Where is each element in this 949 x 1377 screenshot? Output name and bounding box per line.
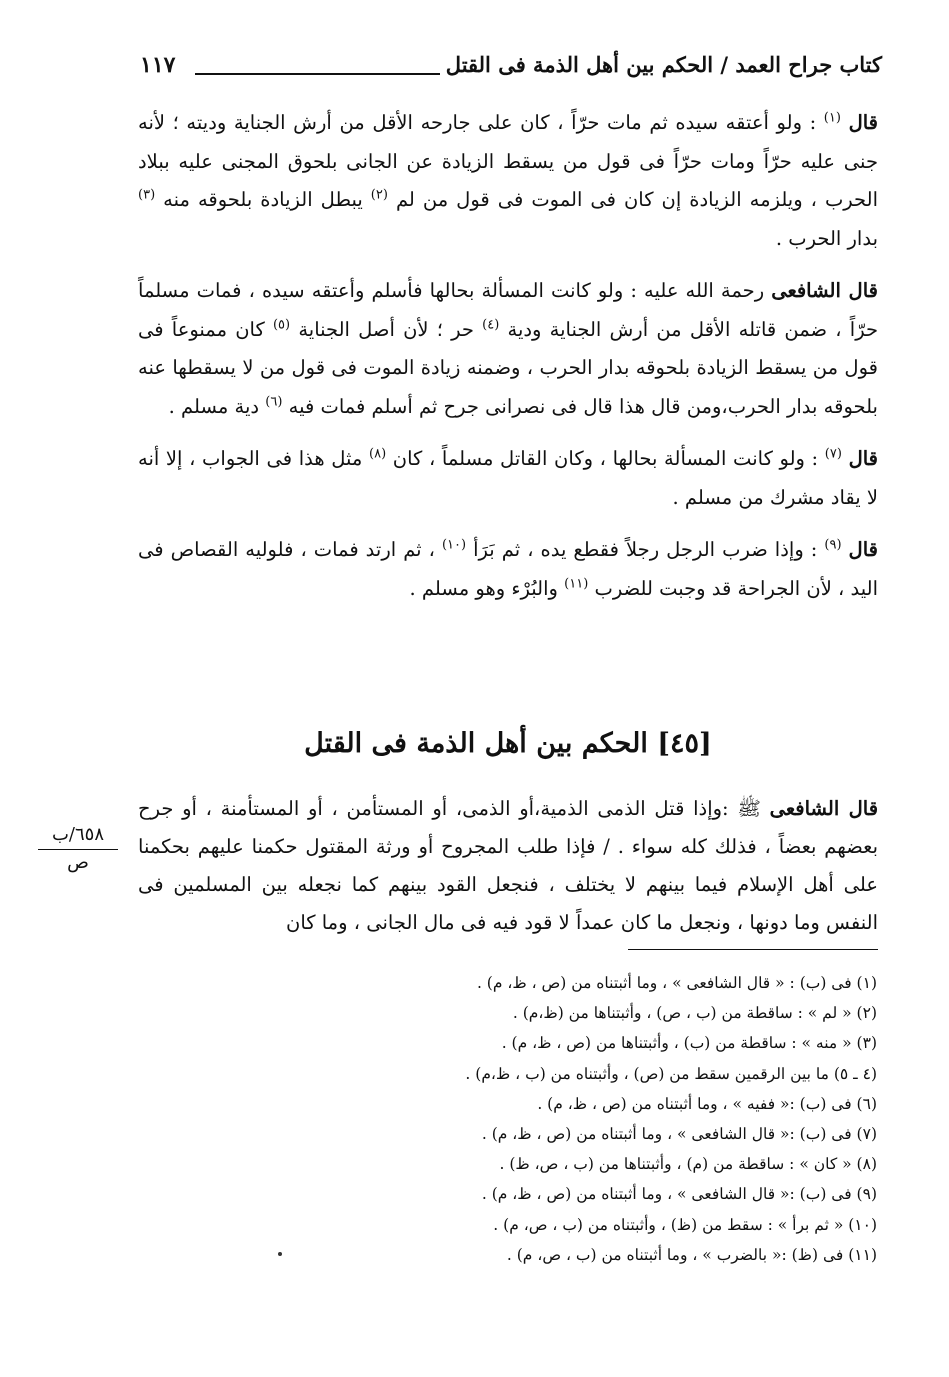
footnote-ref[interactable]: (٦) — [265, 394, 283, 409]
paragraph-text: رحمة الله عليه : ولو كانت المسألة بحالها فأسلم وأعتقه سيده ، فمات مسلماً حرّاً ، ضمن قاتله الأقل من أرش الجناية ودية — [138, 279, 879, 341]
footnote-ref[interactable]: (٨) — [369, 446, 387, 462]
header-title: كتاب جراح العمد / الحكم بين أهل الذمة فى القتل — [445, 52, 882, 77]
paragraph-lead: قال — [848, 111, 878, 134]
paragraph-lead: قال — [848, 447, 878, 470]
paragraph-text: : وإذا ضرب الرجل رجلاً فقطع يده ، ثم بَرَأ — [473, 538, 818, 561]
paragraph-text: والبُرْء وهو مسلم . — [409, 576, 558, 600]
paragraph-text: بدار الحرب . — [775, 226, 878, 250]
footnote-ref[interactable]: (٤) — [482, 317, 500, 332]
paragraph-4 — [138, 531, 878, 608]
footnote-item: (٨) « كان » : ساقطة من (م) ، وأثبتناها من (ب ، ص، ظ) . — [499, 1155, 877, 1174]
footnote-ref[interactable]: (٣) — [138, 187, 156, 203]
footnote-item: (١) فى (ب) : « قال الشافعى » ، وما أثبتناه من (ص ، ظ، م) . — [476, 974, 877, 992]
footnote-item: (٤ ـ ٥) ما بين الرقمين سقط من (ص) ، وأثبتناه من (ب ، ظ،م) . — [465, 1064, 877, 1083]
paragraph-text: يبطل الزيادة بلحوقه منه — [163, 188, 363, 211]
paragraph-text: كان ممنوعاً فى قول من يسقط الزيادة بلحوقه بدار الحرب ، وضمنه زيادة الموت فى قول من لا يسقطها عنه بلحوقه بدار الحرب،ومن قال هذا قال فى نصرانى جرح ثم أسلم فمات فيه — [138, 317, 878, 418]
section-paragraph — [138, 790, 878, 942]
footnote-ref[interactable]: (٩) — [824, 537, 842, 553]
paragraph-lead: قال الشافعى — [771, 279, 878, 302]
footnote-item: (٢) « لم » : ساقطة من (ب ، ص) ، وأثبتناها من (ظ،م) . — [512, 1004, 877, 1023]
footnote-item: (٦) فى (ب) :« ففيه » ، وما أثبتناه من (ص ، ظ، م) . — [537, 1094, 877, 1113]
ink-speck — [278, 1252, 282, 1256]
manuscript-sigla: ص — [67, 852, 89, 873]
section-body — [138, 790, 878, 942]
paragraph-lead: قال — [848, 538, 878, 561]
footnote-item: (٩) فى (ب) :« قال الشافعى » ، وما أثبتناه من (ص ، ظ، م) . — [481, 1185, 877, 1204]
paragraph-1 — [138, 104, 878, 258]
honorific-glyph: ﷺ — [737, 797, 761, 820]
paragraph-2 — [138, 272, 878, 426]
footnote-item: (١٠) « ثم برأ » : سقط من (ظ) ، وأثبتناه من (ب ، ص، م) . — [493, 1215, 877, 1234]
footnote-item: (١١) فى (ظ) :« بالضرب » ، وما أثبتناه من (ب ، ص، م) . — [506, 1245, 877, 1264]
header-rule — [195, 73, 440, 75]
footnote-ref[interactable]: (١١) — [564, 576, 589, 591]
footnote-ref[interactable]: (١٠) — [441, 537, 467, 553]
page-number: ١١٧ — [140, 52, 176, 78]
footnotes — [277, 968, 877, 1270]
folio-reference: ٦٥٨/ب — [38, 822, 118, 850]
paragraph-3 — [138, 440, 878, 517]
section-title: [٤٥] الحكم بين أهل الذمة فى القتل — [304, 728, 712, 759]
footnote-ref[interactable]: (٥) — [272, 317, 291, 332]
footnote-ref[interactable]: (٢) — [370, 187, 388, 203]
paragraph-text: مثل هذا فى الجواب ، إلا أنه لا يقاد مشرك من مسلم . — [138, 447, 878, 509]
footnote-rule — [628, 949, 878, 950]
footnote-ref[interactable]: (٧) — [824, 446, 842, 462]
footnote-item: (٣) « منه » : ساقطة من (ب) ، وأثبتناها من (ص ، ظ، م) . — [501, 1034, 877, 1053]
paragraph-text: : ولو أعتقه سيده ثم مات حرّاً ، كان على جارحه الأقل من أرش الجناية وديته ؛ لأنه جنى عليه حرّاً ومات حرّاً فى قول من يسقط الزيادة عن الجانى بلحوق المجنى عليه ببلاد الحرب ، ويلزمه الزيادة إن كان فى الموت فى قول من لم — [138, 111, 879, 211]
footnote-item: (٧) فى (ب) :« قال الشافعى » ، وما أثبتناه من (ص ، ظ، م) . — [481, 1125, 877, 1144]
paragraph-text: ، ثم ارتد فمات ، فلوليه القصاص فى اليد ، لأن الجراحة قد وجبت للضرب — [138, 538, 878, 600]
body-text — [138, 104, 878, 622]
footnote-ref[interactable]: (١) — [823, 110, 841, 126]
paragraph-lead: قال الشافعى — [769, 797, 879, 820]
paragraph-text: : ولو كانت المسألة بحالها ، وكان القاتل مسلماً ، كان — [392, 447, 819, 470]
running-header — [140, 52, 882, 92]
manuscript-margin-note — [38, 822, 118, 876]
paragraph-text: دية مسلم . — [168, 394, 260, 418]
paragraph-text: :وإذا قتل الذمى الذمية،أو الذمى، أو المستأمن ، أو المستأمنة ، أو جرح بعضهم بعضاً ، فذلك كله سواء . / فإذا طلب المجروح أو ورثة المقتول حكمنا عليهم بحكمنا على أهل الإسلام فيما بينهم لا يختلف ، فنجعل القود بينهم كما نجعله بين المسلمين فى النفس وما دونها ، ونجعل ما كان عمداً لا قود فيه فى مال الجانى ، وما كان — [138, 797, 878, 934]
paragraph-text: حر ؛ لأن أصل الجناية — [298, 317, 474, 341]
